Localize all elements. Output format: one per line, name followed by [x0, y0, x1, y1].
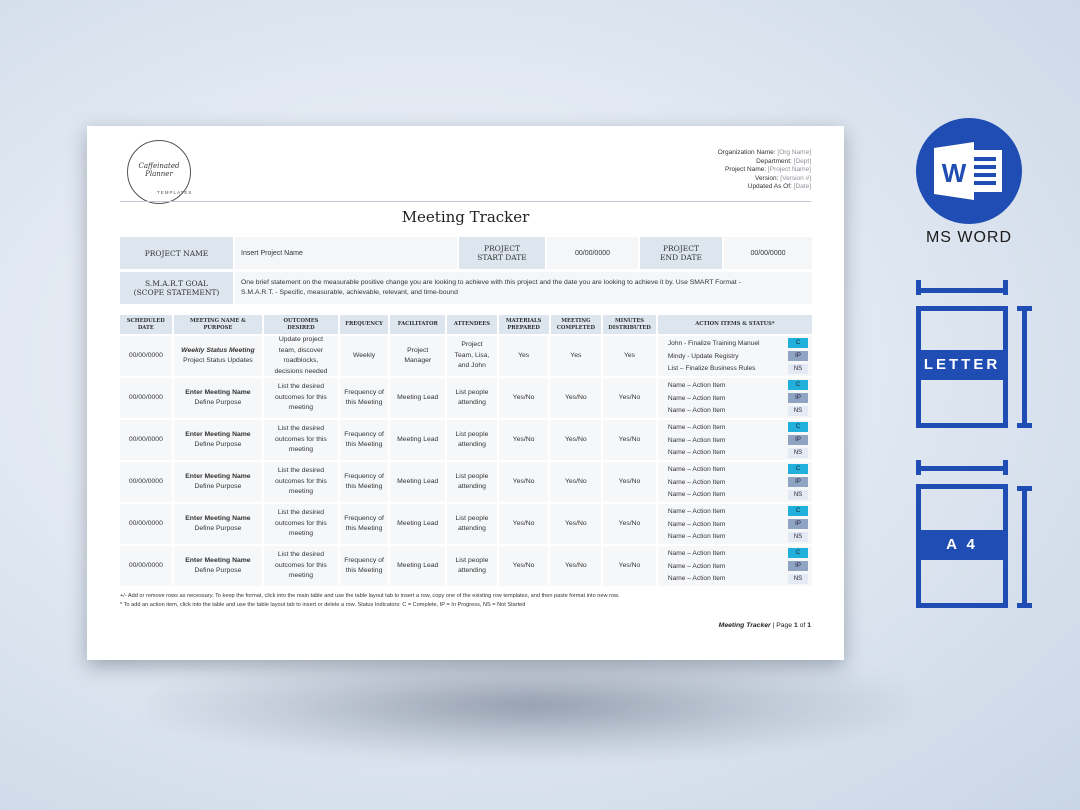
cell-minutes[interactable]: Yes	[603, 336, 656, 376]
cell-attendees[interactable]	[447, 420, 497, 460]
meeting-purpose: Define Purpose	[194, 441, 242, 448]
cell-line: decisions needed	[274, 367, 328, 375]
cell-name[interactable]	[174, 378, 262, 418]
cell-frequency[interactable]	[340, 504, 389, 544]
meeting-name: Enter Meeting Name	[185, 430, 251, 438]
cell-outcomes[interactable]	[264, 546, 338, 586]
cell-minutes[interactable]: Yes/No	[603, 378, 656, 418]
status-badge: IP	[788, 519, 808, 529]
ms-word-label: MS WORD	[925, 229, 1013, 246]
column-header-line: DATE	[137, 324, 154, 331]
smart-goal-label-line2: (SCOPE STATEMENT)	[133, 288, 220, 297]
cell-frequency[interactable]	[340, 378, 389, 418]
cell-completed[interactable]: Yes/No	[550, 546, 601, 586]
column-header-minutes	[603, 315, 656, 334]
cell-line: attending	[457, 525, 486, 532]
cell-line: List the desired	[277, 551, 324, 559]
column-header-line: SCHEDULED	[126, 318, 165, 324]
action-item-text: Name – Action Item	[667, 491, 726, 499]
meeting-purpose: Define Purpose	[194, 483, 242, 490]
org-line	[718, 183, 811, 192]
word-logo-glyph	[916, 118, 1022, 224]
table-row	[120, 378, 812, 418]
a4-width-tick-left	[916, 460, 921, 475]
column-header-line: PURPOSE	[203, 324, 233, 331]
cell-line: Manager	[404, 357, 432, 364]
cell-completed[interactable]: Yes/No	[550, 462, 601, 502]
cell-date[interactable]: 00/00/0000	[120, 546, 172, 586]
action-item[interactable]	[668, 488, 808, 501]
action-item-text: Name – Action Item	[667, 394, 726, 402]
action-item[interactable]	[668, 572, 808, 585]
org-key: Project Name:	[725, 166, 767, 174]
cell-name[interactable]	[174, 546, 262, 586]
org-value[interactable]: [Version #]	[780, 174, 811, 182]
a4-size-icon	[916, 460, 1036, 610]
status-badge: C	[788, 422, 808, 432]
action-item[interactable]	[668, 350, 808, 363]
cell-facilitator[interactable]	[390, 378, 445, 418]
footer-total: 1	[807, 622, 811, 629]
floor-shadow	[150, 650, 910, 760]
note-rows: +/- Add or remove rows as necessary. To keep the format, click into the main table and use the table layout tab to insert a row, copy one of the existing row templates, and then paste format into new row.	[120, 593, 620, 599]
ms-word-icon	[916, 118, 1022, 224]
cell-outcomes[interactable]	[264, 420, 338, 460]
org-key: Version:	[754, 174, 779, 182]
letter-width-bar	[916, 288, 1008, 293]
a4-height-tick-bottom	[1017, 603, 1032, 608]
action-item[interactable]	[668, 404, 808, 417]
cell-line: Frequency of	[344, 430, 384, 438]
letter-height-tick-top	[1017, 306, 1032, 311]
action-item[interactable]	[668, 337, 808, 350]
cell-name[interactable]	[174, 420, 262, 460]
column-header-attendees	[447, 315, 497, 334]
footer-sep: | Page	[770, 622, 794, 629]
letter-width-tick-right	[1003, 280, 1008, 295]
end-date-label-line2: END DATE	[660, 253, 702, 262]
cell-materials[interactable]: Yes	[499, 336, 549, 376]
a4-label: A 4	[916, 530, 1008, 560]
status-badge: C	[788, 506, 808, 516]
cell-line: List people	[455, 388, 489, 396]
cell-minutes[interactable]: Yes/No	[603, 546, 656, 586]
project-name-label: PROJECT NAME	[120, 237, 233, 269]
meeting-purpose: Project Status Updates	[183, 357, 253, 364]
brand-logo	[127, 140, 191, 204]
meeting-table-header	[120, 315, 812, 334]
table-row	[120, 420, 812, 460]
cell-facilitator[interactable]	[390, 336, 445, 376]
column-header-line: FACILITATOR	[397, 321, 438, 328]
cell-line: Project	[461, 341, 483, 349]
action-item[interactable]	[668, 446, 808, 459]
start-date-label	[459, 237, 545, 269]
logo-sub-text: TEMPLATES	[157, 190, 193, 195]
column-header-facilitator	[390, 315, 445, 334]
action-item[interactable]	[668, 530, 808, 543]
column-header-materials	[499, 315, 549, 334]
cell-line: meeting	[288, 530, 314, 538]
meeting-name: Enter Meeting Name	[185, 388, 251, 396]
a4-width-tick-right	[1003, 460, 1008, 475]
cell-line: outcomes for this	[275, 393, 327, 401]
cell-attendees[interactable]	[447, 546, 497, 586]
a4-height-bar	[1022, 488, 1027, 608]
action-item[interactable]	[668, 560, 808, 573]
cell-line: List people	[455, 556, 489, 564]
status-badge: NS	[788, 490, 808, 500]
cell-line: Project	[407, 346, 429, 354]
cell-line: List the desired	[277, 425, 324, 433]
action-item-text: Name – Action Item	[667, 575, 726, 583]
action-item[interactable]	[668, 518, 808, 531]
cell-line: outcomes for this	[275, 435, 327, 443]
cell-materials[interactable]: Yes/No	[499, 420, 549, 460]
cell-minutes[interactable]: Yes/No	[603, 420, 656, 460]
letter-label: LETTER	[916, 350, 1008, 380]
column-header-line: COMPLETED	[556, 324, 595, 331]
table-row	[120, 504, 812, 544]
org-line	[718, 149, 811, 158]
table-row	[120, 462, 812, 502]
action-item-text: Name – Action Item	[667, 507, 726, 515]
cell-line: outcomes for this	[275, 519, 327, 527]
meeting-name: Enter Meeting Name	[185, 514, 251, 522]
logo-script-text: Caffeinated Planner	[138, 162, 180, 178]
cell-attendees[interactable]	[447, 462, 497, 502]
document-page	[87, 126, 844, 660]
cell-frequency[interactable]	[340, 336, 389, 376]
cell-line: meeting	[288, 488, 314, 496]
table-row	[120, 546, 812, 586]
cell-line: this Meeting	[345, 525, 383, 532]
cell-completed[interactable]: Yes/No	[550, 420, 601, 460]
cell-facilitator[interactable]	[390, 420, 445, 460]
smart-goal-label	[120, 272, 233, 304]
cell-line: this Meeting	[345, 399, 383, 406]
column-header-name	[174, 315, 262, 334]
project-name-field[interactable]: Insert Project Name	[235, 237, 457, 269]
action-item[interactable]	[668, 379, 808, 392]
cell-name[interactable]	[174, 336, 262, 376]
cell-line: and John	[457, 362, 486, 370]
cell-materials[interactable]: Yes/No	[499, 504, 549, 544]
header-divider	[120, 201, 811, 202]
org-value[interactable]: [Project Name]	[768, 166, 811, 174]
letter-height-tick-bottom	[1017, 423, 1032, 428]
cell-line: attending	[457, 441, 486, 448]
cell-line: attending	[457, 483, 486, 490]
cell-line: roadblocks,	[283, 357, 319, 364]
cell-date[interactable]: 00/00/0000	[120, 420, 172, 460]
column-header-actions	[658, 315, 812, 334]
cell-line: List the desired	[277, 509, 324, 517]
note-actions: * To add an action item, click into the table and use the table layout tab to insert or delete a row. Status Indicators: C = Complete, IP = In Progress, NS = Not Started	[120, 601, 526, 608]
cell-line: Meeting Lead	[397, 519, 439, 527]
cell-line: Frequency of	[344, 514, 384, 522]
action-item-text: Name – Action Item	[667, 465, 726, 473]
cell-name[interactable]	[174, 462, 262, 502]
column-header-line: ATTENDEES	[453, 321, 490, 328]
cell-frequency[interactable]	[340, 462, 389, 502]
column-header-line: FREQUENCY	[345, 321, 383, 328]
cell-date[interactable]: 00/00/0000	[120, 504, 172, 544]
cell-outcomes[interactable]	[264, 336, 338, 376]
table-row	[120, 336, 812, 376]
action-item-text: Name – Action Item	[667, 478, 726, 486]
a4-height-tick-top	[1017, 486, 1032, 491]
status-badge: C	[788, 464, 808, 474]
cell-actions	[658, 504, 812, 544]
cell-actions	[658, 378, 812, 418]
action-item-text: Name – Action Item	[667, 533, 726, 541]
cell-line: this Meeting	[345, 483, 383, 490]
cell-line: Frequency of	[344, 388, 384, 396]
cell-completed[interactable]: Yes/No	[550, 504, 601, 544]
cell-materials[interactable]: Yes/No	[499, 546, 549, 586]
letter-width-tick-left	[916, 280, 921, 295]
meeting-name: Enter Meeting Name	[185, 472, 251, 480]
org-line	[718, 158, 811, 167]
cell-date[interactable]: 00/00/0000	[120, 378, 172, 418]
status-badge: IP	[788, 561, 808, 571]
meeting-purpose: Define Purpose	[194, 525, 242, 532]
org-value[interactable]: [Dept]	[793, 157, 811, 165]
column-header-line: ACTION ITEMS & STATUS*	[695, 321, 775, 328]
action-item[interactable]	[668, 505, 808, 518]
action-item[interactable]	[668, 392, 808, 405]
action-item-text: Mindy - Update Registry	[667, 352, 739, 360]
cell-line: meeting	[288, 446, 314, 454]
end-date-field[interactable]: 00/00/0000	[724, 237, 812, 269]
cell-line: List people	[455, 430, 489, 438]
org-line	[718, 166, 811, 175]
svg-text:W: W	[941, 158, 967, 188]
column-header-line: MATERIALS	[505, 318, 542, 324]
cell-line: attending	[457, 399, 486, 406]
org-value[interactable]: [Date]	[793, 183, 811, 191]
footer-doc-name: Meeting Tracker	[718, 622, 771, 629]
action-item-text: Name – Action Item	[667, 520, 726, 528]
column-header-line: DESIRED	[287, 324, 315, 331]
cell-line: this Meeting	[345, 567, 383, 574]
cell-minutes[interactable]: Yes/No	[603, 462, 656, 502]
action-item-text: List – Finalize Business Rules	[667, 365, 756, 373]
end-date-label-line1: PROJECT	[662, 244, 700, 253]
cell-frequency[interactable]	[340, 546, 389, 586]
status-badge: IP	[788, 477, 808, 487]
cell-actions	[658, 336, 812, 376]
smart-goal-field[interactable]	[235, 272, 812, 304]
column-header-line: PREPARED	[507, 324, 540, 331]
letter-size-icon	[916, 280, 1036, 430]
table-notes	[120, 592, 619, 609]
column-header-frequency	[340, 315, 389, 334]
cell-line: Update project	[278, 336, 324, 343]
action-item[interactable]	[668, 547, 808, 560]
cell-line: attending	[457, 567, 486, 574]
cell-line: List people	[455, 514, 489, 522]
status-badge: IP	[788, 393, 808, 403]
cell-line: Frequency of	[344, 472, 384, 480]
cell-line: outcomes for this	[275, 561, 327, 569]
status-badge: IP	[788, 435, 808, 445]
status-badge: C	[788, 548, 808, 558]
org-key: Organization Name:	[717, 149, 776, 156]
cell-outcomes[interactable]	[264, 462, 338, 502]
org-key: Updated As Of:	[747, 183, 792, 191]
smart-goal-text-line1: One brief statement on the measurable positive change you are looking to achieve with this project and the date you are looking to achieve it by. Use SMART Format -	[241, 279, 741, 286]
action-item-text: Name – Action Item	[667, 436, 726, 444]
cell-line: List the desired	[277, 467, 324, 475]
cell-line: Meeting Lead	[397, 393, 439, 401]
cell-line: Meeting Lead	[397, 435, 439, 443]
letter-height-bar	[1022, 306, 1027, 428]
cell-facilitator[interactable]	[390, 462, 445, 502]
column-header-line: MEETING	[561, 318, 591, 324]
cell-facilitator[interactable]	[390, 546, 445, 586]
meeting-name: Enter Meeting Name	[185, 556, 251, 564]
action-item[interactable]	[668, 421, 808, 434]
status-badge: NS	[788, 532, 808, 542]
cell-actions	[658, 462, 812, 502]
a4-width-bar	[916, 466, 1008, 471]
smart-goal-text-line2: S.M.A.R.T. - Specific, measurable, achievable, relevant, and time-bound	[241, 289, 458, 296]
cell-completed[interactable]: Yes/No	[550, 378, 601, 418]
footer-page: 1	[793, 622, 798, 629]
action-item-text: Name – Action Item	[667, 381, 726, 389]
cell-actions	[658, 546, 812, 586]
column-header-outcomes	[264, 315, 338, 334]
cell-line: Meeting Lead	[397, 561, 439, 569]
action-item-text: Name – Action Item	[667, 423, 726, 431]
column-header-line: DISTRIBUTED	[608, 324, 651, 331]
meeting-table	[120, 315, 812, 588]
org-value[interactable]: [Org Name]	[777, 149, 811, 156]
status-badge: C	[788, 380, 808, 390]
status-badge: NS	[788, 364, 808, 374]
start-date-field[interactable]: 00/00/0000	[547, 237, 638, 269]
meeting-purpose: Define Purpose	[194, 399, 242, 406]
organization-info	[718, 149, 811, 192]
cell-line: this Meeting	[345, 441, 383, 448]
action-item[interactable]	[668, 463, 808, 476]
start-date-label-line1: PROJECT	[483, 244, 521, 253]
project-header-table	[120, 237, 812, 307]
status-badge: NS	[788, 448, 808, 458]
action-item-text: Name – Action Item	[667, 407, 726, 415]
cell-line: team, discover	[278, 346, 324, 354]
cell-attendees[interactable]	[447, 504, 497, 544]
cell-line: Weekly	[352, 351, 376, 359]
action-item[interactable]	[668, 476, 808, 489]
action-item-text: Name – Action Item	[667, 562, 726, 570]
cell-attendees[interactable]	[447, 336, 497, 376]
column-header-line: MEETING NAME &	[189, 318, 246, 324]
cell-minutes[interactable]: Yes/No	[603, 504, 656, 544]
column-header-completed	[551, 315, 602, 334]
cell-line: Frequency of	[344, 556, 384, 564]
meeting-purpose: Define Purpose	[194, 567, 242, 574]
document-title: Meeting Tracker	[401, 208, 530, 226]
page-footer	[719, 622, 811, 629]
column-header-line: MINUTES	[615, 318, 645, 324]
status-badge: NS	[788, 406, 808, 416]
action-item-text: Name – Action Item	[667, 449, 726, 457]
meeting-table-body	[120, 336, 812, 586]
cell-actions	[658, 420, 812, 460]
column-header-date	[120, 315, 172, 334]
cell-materials[interactable]: Yes/No	[499, 378, 549, 418]
footer-of: of	[797, 622, 808, 629]
cell-frequency[interactable]	[340, 420, 389, 460]
cell-line: List the desired	[277, 383, 324, 391]
column-header-line: OUTCOMES	[283, 318, 319, 324]
cell-line: Team, Lisa,	[454, 351, 490, 359]
org-key: Department:	[756, 157, 792, 165]
cell-outcomes[interactable]	[264, 504, 338, 544]
action-item[interactable]	[668, 362, 808, 375]
cell-date[interactable]: 00/00/0000	[120, 336, 172, 376]
cell-line: outcomes for this	[275, 477, 327, 485]
status-badge: IP	[788, 351, 808, 361]
cell-materials[interactable]: Yes/No	[499, 462, 549, 502]
action-item-text: John - Finalize Training Manuel	[667, 339, 760, 347]
cell-name[interactable]	[174, 504, 262, 544]
cell-line: List people	[455, 472, 489, 480]
cell-line: meeting	[288, 572, 314, 580]
status-badge: NS	[788, 574, 808, 584]
cell-facilitator[interactable]	[390, 504, 445, 544]
cell-line: Meeting Lead	[397, 477, 439, 485]
cell-attendees[interactable]	[447, 378, 497, 418]
action-item-text: Name – Action Item	[667, 549, 726, 557]
end-date-label	[640, 237, 722, 269]
meeting-name: Weekly Status Meeting	[181, 346, 255, 354]
org-line	[718, 175, 811, 184]
action-item[interactable]	[668, 434, 808, 447]
cell-completed[interactable]: Yes	[550, 336, 601, 376]
start-date-label-line2: START DATE	[477, 253, 527, 262]
cell-outcomes[interactable]	[264, 378, 338, 418]
status-badge: C	[788, 338, 808, 348]
smart-goal-label-line1: S.M.A.R.T GOAL	[144, 279, 209, 288]
cell-line: meeting	[288, 404, 314, 412]
cell-date[interactable]: 00/00/0000	[120, 462, 172, 502]
